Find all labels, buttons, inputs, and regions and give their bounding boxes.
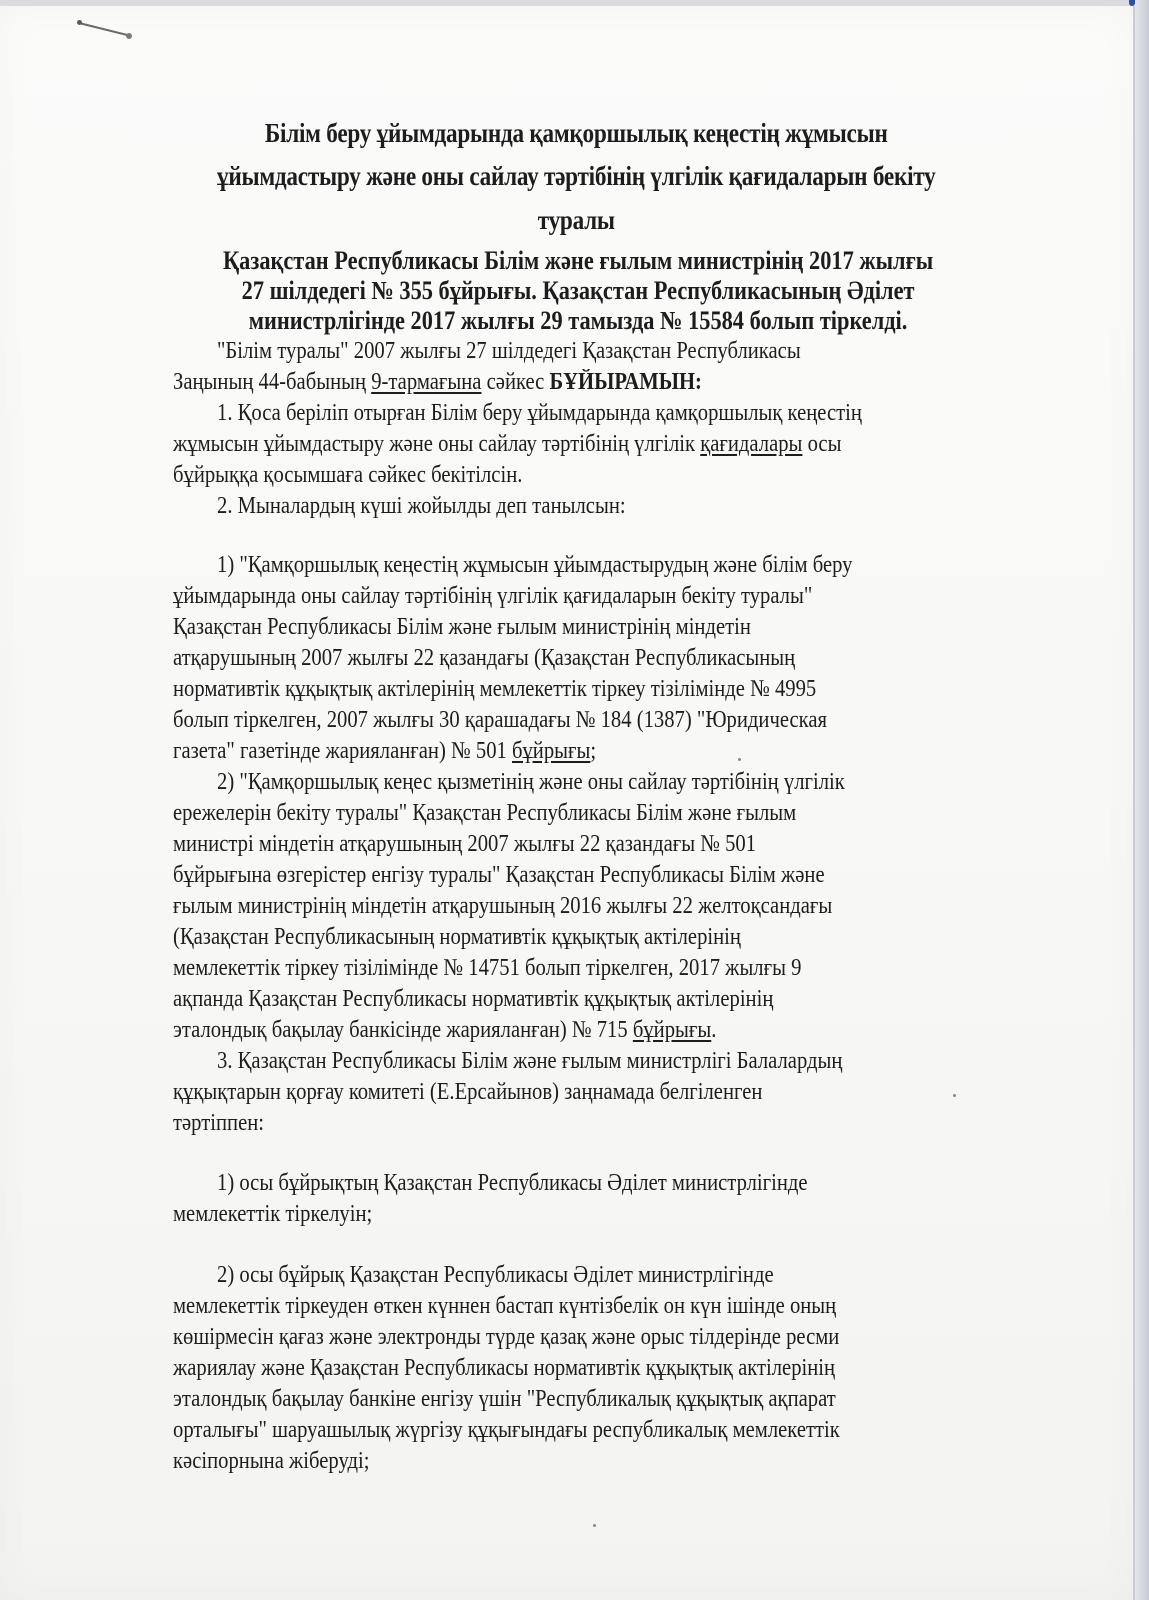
item-2-1-line: 1) "Қамқоршылық кеңестің жұмысын ұйымдастырудың және білім беру xyxy=(217,552,853,578)
scan-speck xyxy=(593,1524,596,1527)
item-3-line: 3. Қазақстан Республикасы Білім және ғылым министрлігі Балалардың xyxy=(217,1048,843,1074)
preamble-text: Заңының 44-бабының xyxy=(173,369,372,395)
item-1-line: бұйрыққа қосымшаға сәйкес бекітілсін. xyxy=(173,462,523,488)
item-3-2-line: эталондық бақылау банкіне енгізу үшін "Республикалық құқықтық ақпарат xyxy=(173,1386,836,1412)
order-501-link[interactable]: бұйрығы xyxy=(511,738,591,764)
item-2-2-line xyxy=(173,1017,716,1044)
rules-link[interactable]: қағидалары xyxy=(700,431,803,457)
item-2-1-line: ұйымдарында оны сайлау тәртібінің үлгілік қағидаларын бекіту туралы" xyxy=(173,583,813,609)
scan-right-edge xyxy=(1135,0,1149,1600)
item-3-1-line: 1) осы бұйрықтың Қазақстан Республикасы Әділет министрлігінде xyxy=(217,1170,808,1196)
item-2-1-line: нормативтік құқықтық актілерінің мемлекеттік тіркеу тізілімінде № 4995 xyxy=(173,676,817,702)
item-2-2-text: . xyxy=(711,1017,717,1043)
item-2-1-line: болып тіркелген, 2007 жылғы 30 қарашадағы № 184 (1387) "Юридическая xyxy=(173,707,828,733)
document-title-line: Білім беру ұйымдарында қамқоршылық кеңестің жұмысын xyxy=(264,118,888,148)
item-3-2-line: көшірмесін қағаз және электронды түрде қазақ және орыс тілдерінде ресми xyxy=(173,1324,840,1350)
item-2-2-text: эталондық бақылау банкісінде жарияланған) № 715 xyxy=(173,1017,633,1043)
item-2-1-line: Қазақстан Республикасы Білім және ғылым министрінің міндетін xyxy=(173,614,751,640)
preamble-line: "Білім туралы" 2007 жылғы 27 шілдедегі Қазақстан Республикасы xyxy=(217,338,801,364)
item-2-2-line: мемлекеттік тіркеу тізілімінде № 14751 болып тіркелген, 2017 жылғы 9 xyxy=(173,955,802,981)
item-2-1-text: ; xyxy=(590,738,597,764)
document-subtitle-line: Қазақстан Республикасы Білім және ғылым министрінің 2017 жылғы xyxy=(222,246,934,275)
document-subtitle-line: министрлігінде 2017 жылғы 29 тамызда № 15584 болып тіркелді. xyxy=(248,306,908,335)
preamble-line xyxy=(173,369,702,396)
item-3-2-line: кәсіпорнына жіберуді; xyxy=(173,1448,370,1474)
item-1-line xyxy=(173,431,841,458)
item-2-2-line: ғылым министрінің міндетін атқарушының 2016 жылғы 22 желтоқсандағы xyxy=(173,893,833,919)
item-1-text: осы xyxy=(802,431,842,457)
document-title-line: туралы xyxy=(537,205,615,235)
law-article-link[interactable]: 9-тармағына xyxy=(371,369,482,395)
document-title-line: ұйымдастыру және оны сайлау тәртібінің үлгілік қағидаларын бекіту xyxy=(217,161,936,191)
staple-end xyxy=(126,33,132,39)
item-2-2-line: 2) "Қамқоршылық кеңес қызметінің және оны сайлау тәртібінің үлгілік xyxy=(217,769,845,795)
item-1-text: жұмысын ұйымдастыру және оны сайлау тәртібінің үлгілік xyxy=(173,431,701,457)
item-2-1-line xyxy=(173,738,596,765)
item-1-line: 1. Қоса беріліп отырған Білім беру ұйымдарында қамқоршылық кеңестің xyxy=(217,400,862,426)
item-3-line: құқықтарын қорғау комитеті (Е.Ерсайынов) заңнамада белгіленген xyxy=(173,1079,763,1105)
document-subtitle-line: 27 шілдедегі № 355 бұйрығы. Қазақстан Республикасының Әділет xyxy=(241,276,915,305)
scan-speck xyxy=(738,758,741,761)
item-2-2-line: министрі міндетін атқарушының 2007 жылғы 22 қазандағы № 501 xyxy=(173,831,757,857)
scan-speck xyxy=(953,1094,956,1097)
staple-end xyxy=(77,20,82,25)
item-2-2-line: бұйрығына өзгерістер енгізу туралы" Қазақстан Республикасы Білім және xyxy=(173,862,825,888)
item-2-2-line: (Қазақстан Республикасының нормативтік құқықтық актілерінің xyxy=(173,924,741,950)
item-2-2-line: ережелерін бекіту туралы" Қазақстан Республикасы Білім және ғылым xyxy=(173,800,797,826)
item-2-2-line: ақпанда Қазақстан Республикасы нормативтік құқықтық актілерінің xyxy=(173,986,774,1012)
item-3-1-line: мемлекеттік тіркелуін; xyxy=(173,1201,373,1227)
item-2-1-text: газета" газетінде жарияланған) № 501 xyxy=(173,738,512,764)
order-715-link[interactable]: бұйрығы xyxy=(632,1017,712,1043)
item-3-2-line: 2) осы бұйрық Қазақстан Республикасы Әділет министрлігінде xyxy=(217,1262,774,1288)
item-3-line: тәртіппен: xyxy=(173,1110,265,1136)
order-keyword: БҰЙЫРАМЫН: xyxy=(549,369,702,395)
item-3-2-line: жариялау және Қазақстан Республикасы нормативтік құқықтық актілерінің xyxy=(173,1355,836,1381)
item-2-1-line: атқарушының 2007 жылғы 22 қазандағы (Қазақстан Республикасының xyxy=(173,645,796,671)
item-3-2-line: орталығы" шаруашылық жүргізу құқығындағы республикалық мемлекеттік xyxy=(173,1417,840,1443)
binder-clip xyxy=(1129,0,1135,6)
item-3-2-line: мемлекеттік тіркеуден өткен күннен бастап күнтізбелік он күн ішінде оның xyxy=(173,1293,837,1319)
item-2-line: 2. Мыналардың күші жойылды деп танылсын: xyxy=(217,493,626,519)
preamble-text: сәйкес xyxy=(481,369,550,395)
